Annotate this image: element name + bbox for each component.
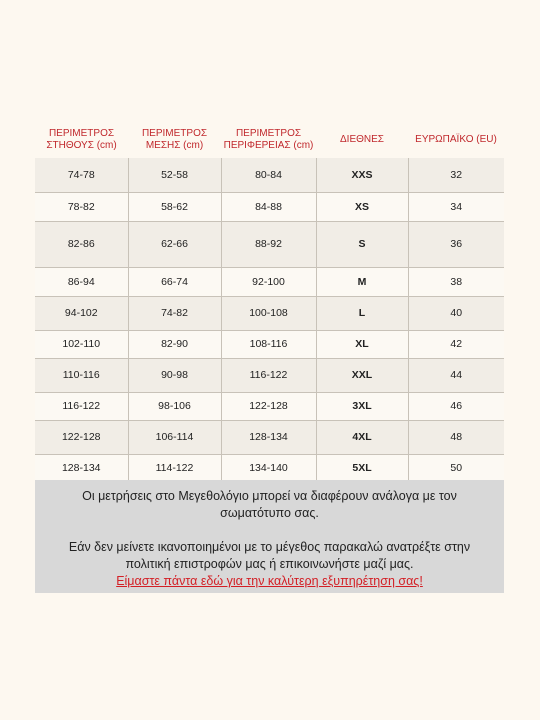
- header-waist: ΠΕΡΙΜΕΤΡΟΣ ΜΕΣΗΣ (cm): [128, 122, 221, 158]
- cell-chest: 78-82: [35, 192, 128, 221]
- cell-hips: 108-116: [221, 330, 316, 358]
- cell-international: S: [316, 221, 408, 267]
- table-row: [35, 330, 504, 358]
- header-chest: ΠΕΡΙΜΕΤΡΟΣ ΣΤΗΘΟΥΣ (cm): [35, 122, 128, 158]
- cell-european: 50: [408, 454, 504, 482]
- cell-chest: 82-86: [35, 221, 128, 267]
- cell-international: XL: [316, 330, 408, 358]
- cell-chest: 94-102: [35, 296, 128, 330]
- cell-international: M: [316, 267, 408, 296]
- cell-waist: 114-122: [128, 454, 221, 482]
- header-european: ΕΥΡΩΠΑΪΚΟ (EU): [408, 122, 504, 158]
- cell-waist: 74-82: [128, 296, 221, 330]
- table-header-row: [35, 122, 504, 158]
- cell-european: 48: [408, 420, 504, 454]
- cell-waist: 66-74: [128, 267, 221, 296]
- cell-chest: 110-116: [35, 358, 128, 392]
- cell-international: XS: [316, 192, 408, 221]
- cell-hips: 100-108: [221, 296, 316, 330]
- cell-chest: 116-122: [35, 392, 128, 420]
- table-row: [35, 192, 504, 221]
- note-line-3: Εάν δεν μείνετε ικανοποιημένοι με το μέγεθος παρακαλώ ανατρέξτε στην: [68, 540, 471, 554]
- cell-international: 5XL: [316, 454, 408, 482]
- table-row: [35, 392, 504, 420]
- table-row: [35, 221, 504, 267]
- cell-international: XXS: [316, 158, 408, 192]
- cell-european: 34: [408, 192, 504, 221]
- cell-hips: 116-122: [221, 358, 316, 392]
- cell-waist: 52-58: [128, 158, 221, 192]
- cell-hips: 84-88: [221, 192, 316, 221]
- cell-european: 44: [408, 358, 504, 392]
- size-table: [35, 122, 504, 483]
- header-international: ΔΙΕΘΝΕΣ: [316, 122, 408, 158]
- cell-waist: 58-62: [128, 192, 221, 221]
- cell-international: L: [316, 296, 408, 330]
- cell-hips: 122-128: [221, 392, 316, 420]
- cell-chest: 74-78: [35, 158, 128, 192]
- table-row: [35, 420, 504, 454]
- cell-international: 3XL: [316, 392, 408, 420]
- table-row: [35, 296, 504, 330]
- cell-european: 46: [408, 392, 504, 420]
- cell-chest: 128-134: [35, 454, 128, 482]
- header-hips: ΠΕΡΙΜΕΤΡΟΣ ΠΕΡΙΦΕΡΕΙΑΣ (cm): [221, 122, 316, 158]
- cell-chest: 122-128: [35, 420, 128, 454]
- table-row: [35, 358, 504, 392]
- note-line-4: πολιτική επιστροφών μας ή επικοινωνήστε μαζί μας.: [125, 557, 414, 571]
- cell-waist: 90-98: [128, 358, 221, 392]
- cell-european: 38: [408, 267, 504, 296]
- note-line-1: Οι μετρήσεις στο Μεγεθολόγιο μπορεί να διαφέρουν ανάλογα με τον: [82, 489, 457, 503]
- cell-hips: 128-134: [221, 420, 316, 454]
- cell-european: 42: [408, 330, 504, 358]
- size-note: [35, 480, 504, 593]
- cell-european: 36: [408, 221, 504, 267]
- size-chart: [35, 122, 504, 483]
- cell-hips: 134-140: [221, 454, 316, 482]
- table-row: [35, 158, 504, 192]
- cell-chest: 86-94: [35, 267, 128, 296]
- cell-hips: 88-92: [221, 221, 316, 267]
- cell-waist: 98-106: [128, 392, 221, 420]
- cell-waist: 106-114: [128, 420, 221, 454]
- cell-european: 40: [408, 296, 504, 330]
- cell-waist: 82-90: [128, 330, 221, 358]
- cell-waist: 62-66: [128, 221, 221, 267]
- cell-european: 32: [408, 158, 504, 192]
- table-row: [35, 267, 504, 296]
- cell-hips: 80-84: [221, 158, 316, 192]
- note-line-2: σωματότυπο σας.: [220, 506, 319, 520]
- cell-international: 4XL: [316, 420, 408, 454]
- cell-international: XXL: [316, 358, 408, 392]
- note-highlight: Είμαστε πάντα εδώ για την καλύτερη εξυπηρέτηση σας!: [116, 574, 423, 588]
- table-row: [35, 454, 504, 482]
- cell-hips: 92-100: [221, 267, 316, 296]
- cell-chest: 102-110: [35, 330, 128, 358]
